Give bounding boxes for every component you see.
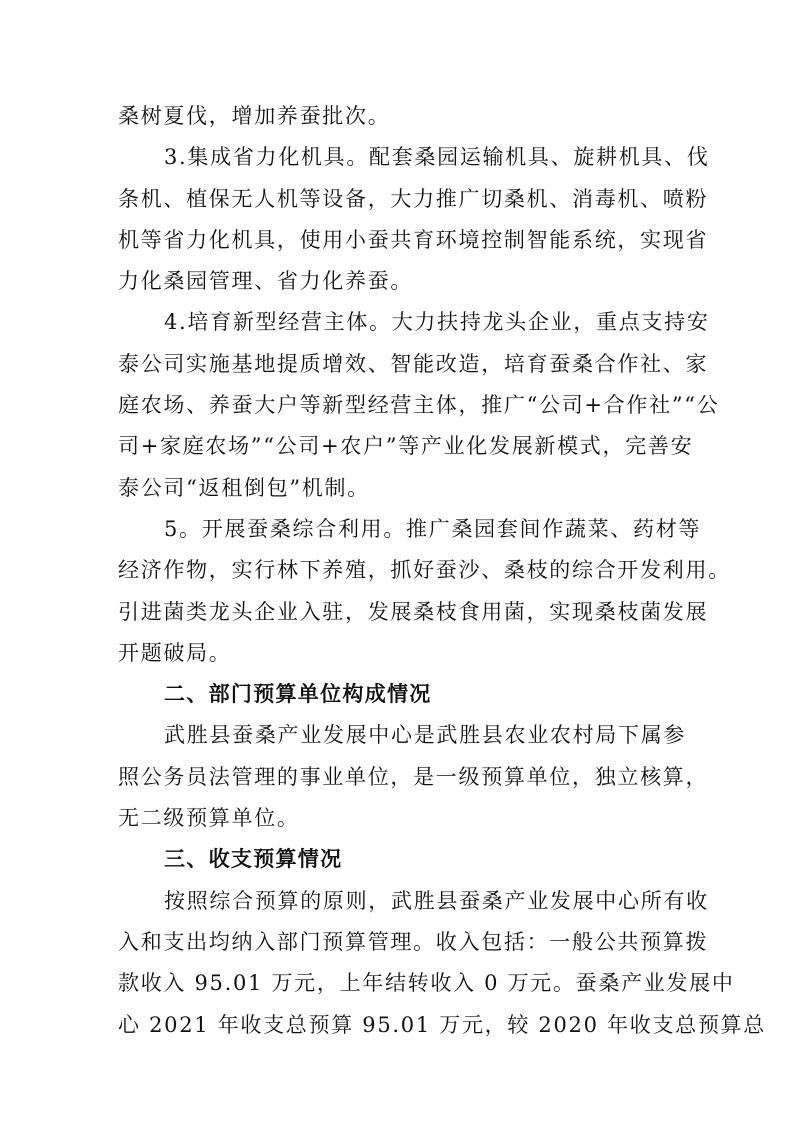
document-body — [118, 96, 766, 1046]
text-line: 武胜县蚕桑产业发展中心是武胜县农业农村局下属参 — [164, 723, 687, 748]
text-line: 照公务员法管理的事业单位，是一级预算单位，独立核算， — [118, 764, 709, 789]
text-line: 款收入 95.01 万元，上年结转收入 0 万元。蚕桑产业发展中 — [118, 971, 735, 996]
text-line: 心 2021 年收支总预算 95.01 万元，较 2020 年收支总预算总 — [118, 1012, 766, 1037]
section-heading-2: 二、部门预算单位构成情况 — [164, 682, 432, 707]
text-line: 无二级预算单位。 — [118, 806, 300, 831]
text-line: 条机、植保无人机等设备，大力推广切桑机、消毒机、喷粉 — [118, 186, 709, 211]
text-line: 引进菌类龙头企业入驻，发展桑枝食用菌，实现桑枝菌发展 — [118, 599, 709, 624]
paragraph-item-5 — [118, 509, 731, 674]
text-line: 桑树夏伐，增加养蚕批次。 — [118, 104, 391, 128]
text-line: 开题破局。 — [118, 640, 232, 665]
paragraph-item-3 — [118, 137, 710, 302]
text-line: 3.集成省力化机具。配套桑园运输机具、旋耕机具、伐 — [164, 145, 710, 170]
text-line: 泰公司“返租倒包”机制。 — [118, 475, 370, 500]
section-heading-3: 三、收支预算情况 — [164, 847, 343, 872]
text-line: 5。开展蚕桑综合利用。推广桑园套间作蔬菜、药材等 — [164, 516, 702, 541]
text-line: 入和支出均纳入部门预算管理。收入包括：一般公共预算拨 — [118, 929, 709, 954]
paragraph-section-3 — [118, 881, 766, 1046]
text-line: 机等省力化机具，使用小蚕共育环境控制智能系统，实现省 — [118, 227, 709, 252]
text-line: 泰公司实施基地提质增效、智能改造，培育蚕桑合作社、家 — [118, 351, 709, 376]
text-line: 司+家庭农场”“公司+农户”等产业化发展新模式，完善安 — [118, 434, 694, 459]
text-line: 庭农场、养蚕大户等新型经营主体，推广“公司+合作社”“公 — [118, 393, 720, 418]
paragraph-continuation — [118, 96, 683, 137]
text-line: 按照综合预算的原则，武胜县蚕桑产业发展中心所有收 — [164, 888, 709, 913]
text-line: 力化桑园管理、省力化养蚕。 — [118, 269, 414, 294]
text-line: 经济作物，实行林下养殖，抓好蚕沙、桑枝的综合开发利用。 — [118, 558, 731, 583]
text-line: 4.培育新型经营主体。大力扶持龙头企业，重点支持安 — [164, 310, 710, 335]
paragraph-section-2 — [118, 715, 709, 839]
paragraph-item-4 — [118, 302, 720, 508]
